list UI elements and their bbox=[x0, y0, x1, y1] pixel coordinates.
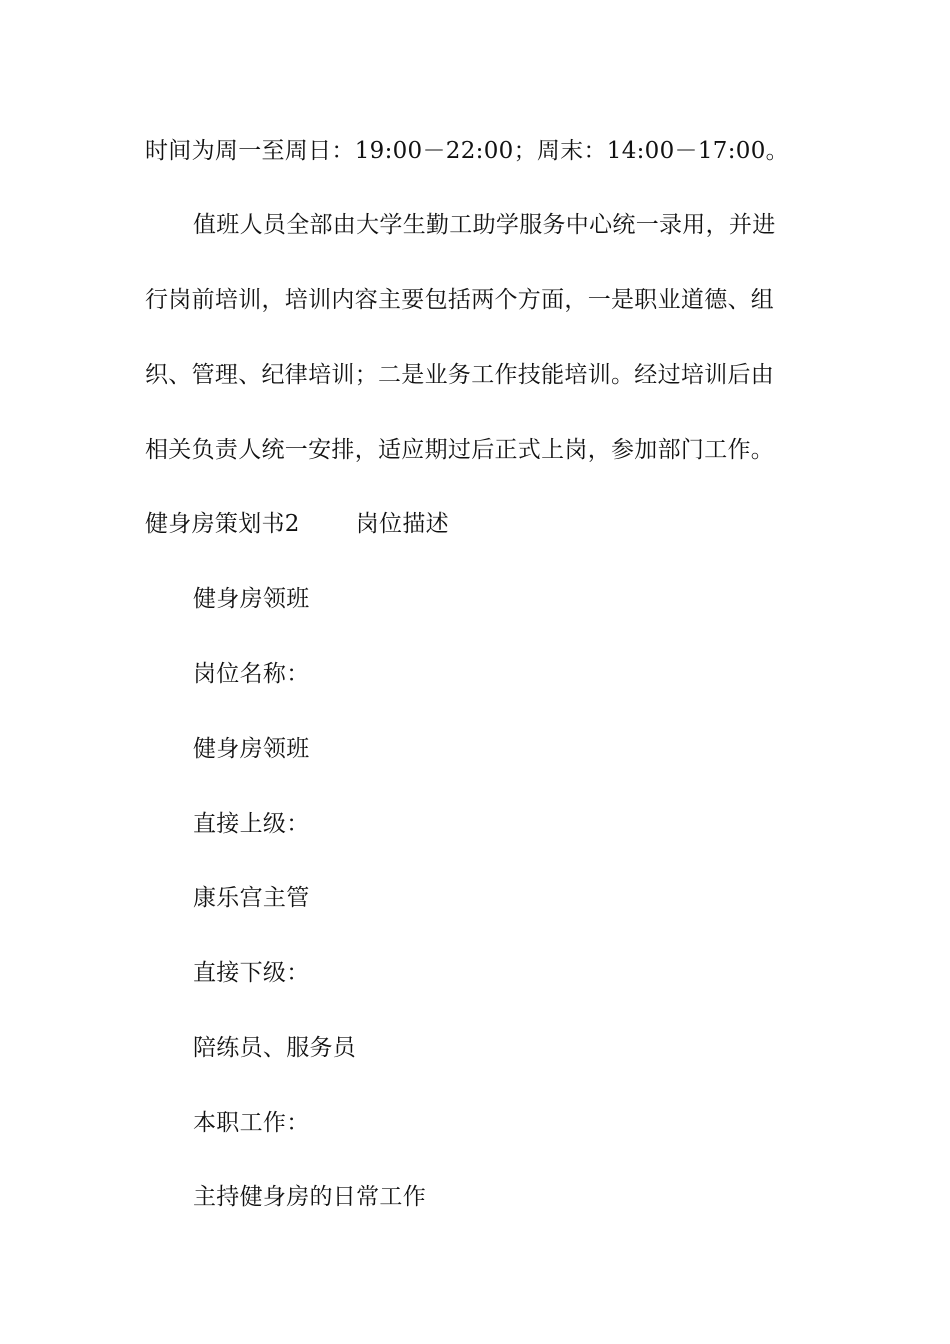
item-line-6: 直接下级： bbox=[193, 960, 310, 986]
item-line-2: 岗位名称： bbox=[193, 661, 310, 687]
paragraph-line-5: 相关负责人统一安排，适应期过后正式上岗，参加部门工作。 bbox=[145, 437, 775, 463]
section-subtitle: 岗位描述 bbox=[355, 511, 449, 537]
section-title: 健身房策划书2 bbox=[145, 511, 300, 537]
item-line-1: 健身房领班 bbox=[193, 586, 310, 612]
item-line-7: 陪练员、服务员 bbox=[193, 1035, 357, 1061]
item-line-4: 直接上级： bbox=[193, 811, 310, 837]
item-line-3: 健身房领班 bbox=[193, 736, 310, 762]
item-line-5: 康乐宫主管 bbox=[193, 885, 310, 911]
paragraph-line-1: 时间为周一至周日：19:00－22:00；周末：14:00－17:00。 bbox=[145, 138, 789, 164]
paragraph-line-3: 行岗前培训，培训内容主要包括两个方面，一是职业道德、组 bbox=[145, 287, 775, 313]
item-line-8: 本职工作： bbox=[193, 1110, 310, 1136]
paragraph-line-4: 织、管理、纪律培训；二是业务工作技能培训。经过培训后由 bbox=[145, 362, 775, 388]
paragraph-line-2: 值班人员全部由大学生勤工助学服务中心统一录用，并进 bbox=[193, 212, 776, 238]
item-line-9: 主持健身房的日常工作 bbox=[193, 1184, 426, 1210]
section-heading bbox=[145, 509, 810, 539]
